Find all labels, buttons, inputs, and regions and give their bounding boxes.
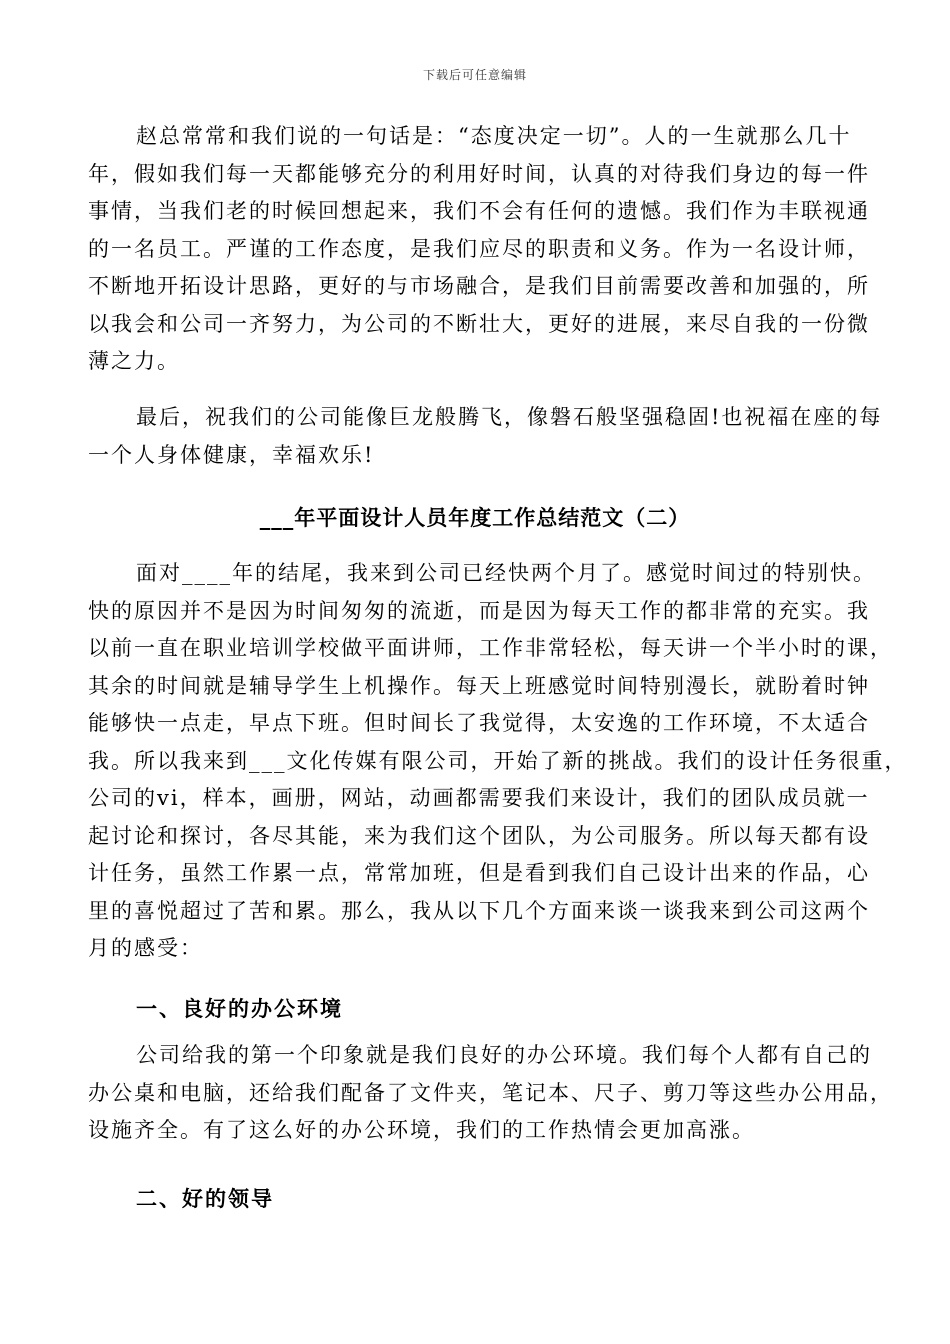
text-line: 能够快一点走，早点下班。但时间长了我觉得，太安逸的工作环境，不太适合	[88, 711, 870, 735]
paragraph-closing	[88, 399, 883, 474]
text-line: 月的感受：	[88, 936, 203, 960]
text-line: 设施齐全。有了这么好的办公环境，我们的工作热情会更加高涨。	[88, 1118, 755, 1142]
text-line: 最后，祝我们的公司能像巨龙般腾飞，像磐石般坚强稳固!也祝福在座的每	[136, 405, 883, 429]
text-line: 不断地开拓设计思路，更好的与市场融合，是我们目前需要改善和加强的，所	[88, 274, 870, 298]
text-line: 一个人身体健康，幸福欢乐!	[88, 442, 375, 467]
section-title: ___年平面设计人员年度工作总结范文（二）	[259, 505, 691, 530]
text-line: 里的喜悦超过了苦和累。那么，我从以下几个方面来谈一谈我来到公司这两个	[88, 898, 870, 923]
text-line: 以我会和公司一齐努力，为公司的不断壮大，更好的进展，来尽自我的一份微	[88, 311, 870, 336]
text-line: 事情，当我们老的时候回想起来，我们不会有任何的遗憾。我们作为丰联视通	[88, 199, 870, 223]
page-header: 下载后可任意编辑	[422, 68, 527, 82]
text-line: 我。所以我来到___文化传媒有限公司，开始了新的挑战。我们的设计任务很重，	[88, 748, 908, 773]
section-heading-office: 一、良好的办公环境	[136, 996, 343, 1021]
text-line: 公司给我的第一个印象就是我们良好的办公环境。我们每个人都有自己的	[136, 1043, 872, 1067]
text-line: 年，假如我们每一天都能够充分的利用好时间，认真的对待我们身边的每一件	[88, 161, 870, 186]
text-line: 赵总常常和我们说的一句话是：“态度决定一切”。人的一生就那么几十	[136, 124, 852, 148]
text-line: 薄之力。	[88, 349, 180, 373]
text-line: 办公桌和电脑，还给我们配备了文件夹，笔记本、尺子、剪刀等这些办公用品，	[88, 1080, 893, 1105]
paragraph-attitude	[88, 118, 878, 381]
text-line: 起讨论和探讨，各尽其能，来为我们这个团队，为公司服务。所以每天都有设	[88, 823, 870, 848]
text-line: 公司的vi，样本，画册，网站，动画都需要我们来设计，我们的团队成员就一	[88, 786, 870, 810]
text-line: 以前一直在职业培训学校做平面讲师，工作非常轻松，每天讲一个半小时的课，	[88, 636, 893, 660]
text-line: 的一名员工。严谨的工作态度，是我们应尽的职责和义务。作为一名设计师，	[88, 236, 870, 261]
paragraph-intro	[88, 555, 908, 968]
text-line: 计任务，虽然工作累一点，常常加班，但是看到我们自己设计出来的作品，心	[88, 861, 870, 885]
text-line: 其余的时间就是辅导学生上机操作。每天上班感觉时间特别漫长，就盼着时钟	[88, 673, 870, 698]
paragraph-office	[88, 1037, 893, 1150]
section-heading-leadership: 二、好的领导	[136, 1186, 274, 1211]
text-line: 快的原因并不是因为时间匆匆的流逝，而是因为每天工作的都非常的充实。我	[88, 598, 870, 623]
text-line: 面对____年的结尾，我来到公司已经快两个月了。感觉时间过的特别快。	[136, 561, 876, 585]
